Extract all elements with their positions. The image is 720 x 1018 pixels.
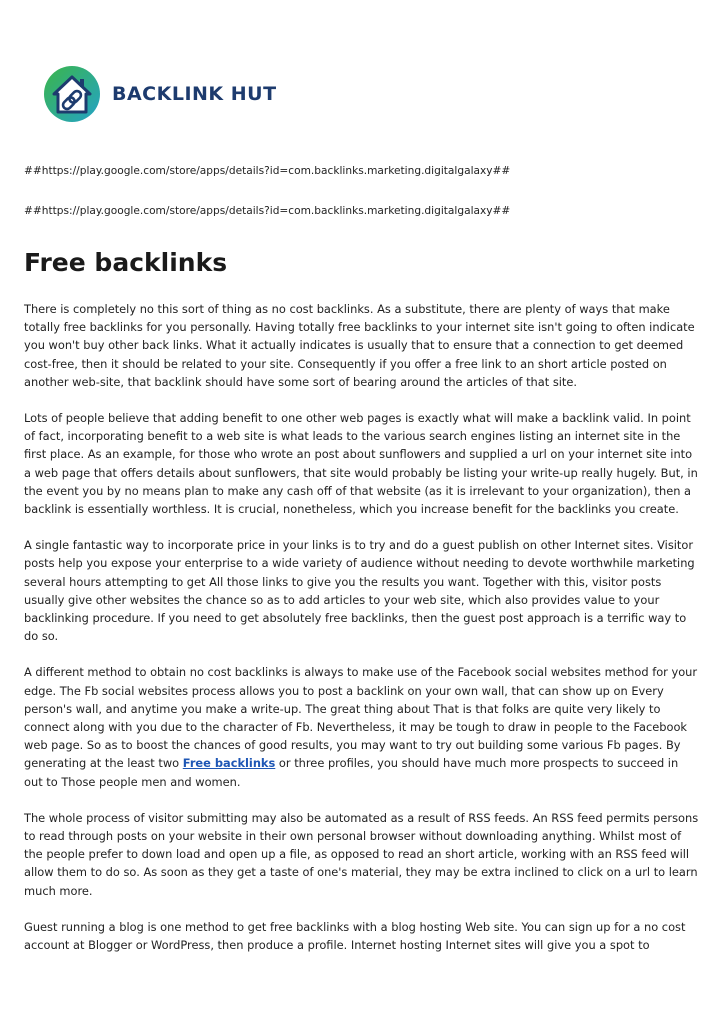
house-link-icon	[42, 64, 102, 124]
paragraph: Guest running a blog is one method to get free backlinks with a blog hosting Web site. You can sign up for a no cost account at Blogger or WordPress, then produce a profile. Internet hosting Internet sites will give you a spot to	[24, 919, 686, 953]
url-line: ##https://play.google.com/store/apps/details?id=com.backlinks.marketing.digitalgalaxy##	[24, 165, 511, 177]
paragraph: Lots of people believe that adding benefit to one other web pages is exactly what will make a backlink valid. In point of fact, incorporating benefit to a web site is what leads to the various search engines listing an internet site in the first place. As an example, for those who wrote an post about sunflowers and supplied a url on your internet site into a web page that offers details about sunflowers, that site would probably be listing your write-up really hugely. But, in the event you by no means plan to make any cash off of that website (as it is irrelevant to your organization), then a backlink is essentially worthless. It is crucial, nonetheless, which you increase benefit for the backlinks you create.	[24, 411, 698, 517]
backlink-hut-logo[interactable]	[42, 64, 277, 124]
url-line: ##https://play.google.com/store/apps/details?id=com.backlinks.marketing.digitalgalaxy##	[24, 205, 511, 217]
page-title: Free backlinks	[24, 248, 228, 277]
logo-text: BACKLINK HUT	[112, 83, 277, 105]
paragraph: There is completely no this sort of thing as no cost backlinks. As a substitute, there are plenty of ways that make totally free backlinks for you personally. Having totally free backlinks to your internet site isn't going to often indicate you won't buy other back links. What it actually indicates is usually that to ensure that a connection to get deemed cost-free, then it should be related to your site. Consequently if you offer a free link to an short article posted on another web-site, that backlink should have some sort of bearing around the articles of that site.	[24, 302, 695, 389]
paragraph: The whole process of visitor submitting may also be automated as a result of RSS feeds. An RSS feed permits persons to read through posts on your website in their own personal browser without downloading anything. Whilst most of the people prefer to down load and open up a file, as opposed to read an short article, working with an RSS feed will allow them to do so. As soon as they get a taste of one's material, they may be extra inclined to click on a url to learn much more.	[24, 810, 699, 898]
paragraph-text: or three profiles, you should have much more prospects to succeed in out to Those people men and women.	[24, 756, 679, 789]
free-backlinks-link[interactable]: Free backlinks	[182, 756, 276, 771]
article-body	[24, 300, 700, 972]
paragraph	[24, 663, 700, 790]
paragraph-text: A different method to obtain no cost backlinks is always to make use of the Facebook social websites method for your edge. The Fb social websites process allows you to post a backlink on your own wall, that can show up on Every person's wall, and anytime you make a write-up. The great thing about That is that folks are quite very likely to connect along with you due to the character of Fb. Nevertheless, it may be tough to draw in people to the Facebook web page. So as to boost the chances of good results, you may want to try out building some various Fb pages. By generating at the least two	[24, 665, 698, 771]
paragraph: A single fantastic way to incorporate price in your links is to try and do a guest publish on other Internet sites. Visitor posts help you expose your enterprise to a wide variety of audience without needing to devote worthwhile marketing several hours attempting to get All those links to give you the results you want. Together with this, visitor posts usually give other websites the chance so as to add articles to your web site, which also provides value to your backlinking procedure. If you need to get absolutely free backlinks, then the guest post approach is a terrific way to do so.	[24, 538, 695, 644]
